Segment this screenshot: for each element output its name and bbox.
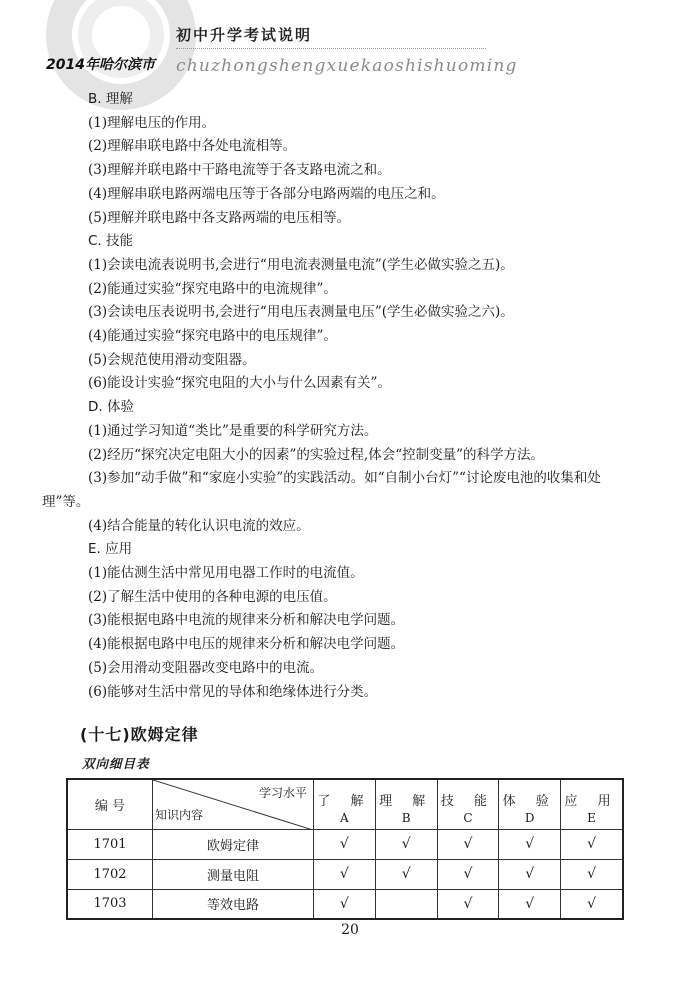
- check-mark: √: [437, 889, 499, 919]
- check-mark: √: [437, 829, 499, 859]
- list-item: (2)了解生活中使用的各种电源的电压值。: [88, 588, 337, 605]
- list-item: (4)能根据电路中电压的规律来分析和解决电学问题。: [88, 636, 405, 653]
- list-item: (4)能通过实验“探究电路中的电压规律”。: [88, 328, 337, 345]
- check-mark: √: [375, 829, 437, 859]
- list-item: (3)参加“动手做”和“家庭小实验”的实践活动。如“自制小台灯”“讨论废电池的收集和处: [88, 470, 601, 487]
- list-item: (6)能设计实验“探究电阻的大小与什么因素有关”。: [88, 375, 391, 392]
- list-item: (1)理解电压的作用。: [88, 114, 216, 131]
- main-content: [40, 88, 640, 704]
- list-item: (1)通过学习知道“类比”是重要的科学研究方法。: [88, 422, 378, 439]
- diag-top-label: 学习水平: [258, 786, 307, 800]
- header-year: 2014年哈尔滨市: [46, 57, 155, 73]
- table-row: [67, 859, 623, 889]
- check-mark: √: [561, 859, 623, 889]
- level-header-c: [437, 779, 499, 829]
- level-name: 技 能: [440, 793, 496, 809]
- level-letter: E: [587, 810, 596, 825]
- level-header-b: [375, 779, 437, 829]
- section-c-heading: C. 技能: [88, 233, 134, 250]
- list-item: (3)能根据电路中电流的规律来分析和解决电学问题。: [88, 612, 405, 629]
- table-row: [67, 889, 623, 919]
- table-header-row: [67, 779, 623, 829]
- list-item: (5)理解并联电路中各支路两端的电压相等。: [88, 209, 351, 226]
- list-item: (6)能够对生活中常见的导体和绝缘体进行分类。: [88, 683, 378, 700]
- check-mark: √: [499, 889, 561, 919]
- level-name: 体 验: [502, 793, 557, 809]
- check-mark: √: [314, 889, 376, 919]
- list-item: (2)理解串联电路中各处电流相等。: [88, 138, 297, 155]
- list-item: (5)会用滑动变阻器改变电路中的电流。: [88, 659, 324, 676]
- diag-bottom-label: 知识内容: [155, 807, 204, 822]
- row-content: 欧姆定律: [153, 829, 314, 859]
- page-number: 20: [341, 922, 359, 938]
- check-mark: √: [499, 859, 561, 889]
- header-pinyin: chuzhongshengxuekaoshishuoming: [176, 56, 518, 76]
- check-mark: √: [375, 859, 437, 889]
- row-id: 1701: [67, 829, 153, 859]
- diagonal-header-cell: [153, 779, 314, 829]
- check-mark: √: [437, 859, 499, 889]
- row-id: 1703: [67, 889, 153, 919]
- list-item: (1)会读电流表说明书,会进行“用电流表测量电流”(学生必做实验之五)。: [88, 256, 514, 273]
- list-item: (2)经历“探究决定电阻大小的因素”的实验过程,体会“控制变量”的科学方法。: [88, 446, 545, 463]
- section-e-heading: E. 应用: [88, 541, 133, 558]
- level-letter: C: [463, 810, 473, 825]
- level-letter: B: [401, 810, 411, 825]
- section-d-heading: D. 体验: [88, 399, 134, 416]
- list-item: (3)理解并联电路中干路电流等于各支路电流之和。: [88, 162, 391, 179]
- list-item: (1)能估测生活中常见用电器工作时的电流值。: [88, 565, 364, 582]
- row-id: 1702: [67, 859, 153, 889]
- check-mark: [375, 889, 437, 919]
- level-header-a: [314, 779, 376, 829]
- check-mark: √: [314, 829, 376, 859]
- header-title: 初中升学考试说明: [176, 26, 313, 44]
- table-row: [67, 829, 623, 859]
- specification-table: [66, 778, 624, 920]
- col-number-header: 编 号: [67, 779, 153, 829]
- list-item: (5)会规范使用滑动变阻器。: [88, 351, 256, 368]
- level-name: 了 解: [317, 793, 372, 809]
- level-header-e: [561, 779, 623, 829]
- level-letter: A: [340, 810, 349, 825]
- list-item: (4)理解串联电路两端电压等于各部分电路两端的电压之和。: [88, 185, 445, 202]
- row-content: 测量电阻: [153, 859, 314, 889]
- header-divider: [176, 48, 486, 49]
- section-b-heading: B. 理解: [88, 91, 133, 107]
- level-name: 应 用: [564, 793, 619, 809]
- list-item: (4)结合能量的转化认识电流的效应。: [88, 517, 310, 534]
- check-mark: √: [314, 859, 376, 889]
- chapter-title: (十七)欧姆定律: [80, 725, 199, 744]
- table-title: 双向细目表: [82, 756, 150, 771]
- list-item: (3)会读电压表说明书,会进行“用电压表测量电压”(学生必做实验之六)。: [88, 304, 514, 321]
- check-mark: √: [499, 829, 561, 859]
- list-item-continuation: 理”等。: [42, 493, 90, 510]
- level-name: 理 解: [379, 793, 434, 809]
- row-content: 等效电路: [153, 889, 314, 919]
- level-header-d: [499, 779, 561, 829]
- check-mark: √: [561, 889, 623, 919]
- level-letter: D: [524, 810, 535, 825]
- check-mark: √: [561, 829, 623, 859]
- list-item: (2)能通过实验“探究电路中的电流规律”。: [88, 280, 337, 297]
